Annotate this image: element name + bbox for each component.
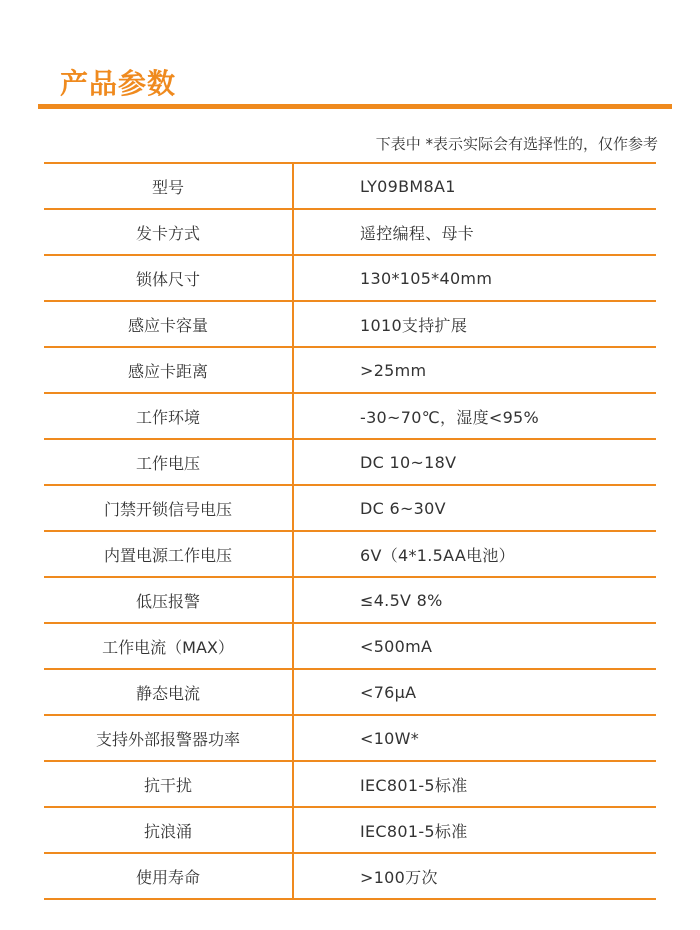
table-row [44,256,656,302]
spec-label: 低压报警 [44,578,294,622]
table-row [44,670,656,716]
spec-value: -30~70℃，湿度<95% [360,407,540,427]
spec-value: 遥控编程、母卡 [360,223,475,243]
table-row [44,348,656,394]
table-row [44,394,656,440]
spec-value: 130*105*40mm [360,268,493,288]
spec-label: 抗浪涌 [44,808,294,852]
spec-label: 感应卡距离 [44,348,294,392]
spec-label: 静态电流 [44,670,294,714]
table-row [44,164,656,210]
spec-label: 工作电流（MAX） [44,624,294,668]
table-row [44,854,656,900]
table-row [44,762,656,808]
spec-value: >100万次 [360,867,438,887]
spec-value: ≤4.5V 8% [360,590,443,610]
spec-label: 型号 [44,164,294,208]
spec-value: DC 6~30V [360,498,446,518]
spec-value: <76μA [360,682,417,702]
table-row [44,440,656,486]
spec-value: <10W* [360,728,420,748]
spec-table [44,162,656,900]
spec-label: 使用寿命 [44,854,294,898]
page-title: 产品参数 [60,67,177,100]
spec-label: 工作电压 [44,440,294,484]
table-row [44,578,656,624]
spec-label: 发卡方式 [44,210,294,254]
table-note: 下表中 *表示实际会有选择性的，仅作参考 [375,135,658,153]
table-row [44,210,656,256]
spec-label: 门禁开锁信号电压 [44,486,294,530]
table-row [44,486,656,532]
table-row [44,532,656,578]
spec-value: IEC801-5标准 [360,821,468,841]
spec-label: 感应卡容量 [44,302,294,346]
table-row [44,302,656,348]
table-row [44,624,656,670]
spec-value: <500mA [360,636,433,656]
spec-value: 1010支持扩展 [360,315,468,335]
spec-label: 工作环境 [44,394,294,438]
spec-value: DC 10~18V [360,452,457,472]
spec-value: 6V（4*1.5AA电池） [360,545,515,565]
spec-label: 支持外部报警器功率 [44,716,294,760]
table-row [44,808,656,854]
spec-label: 抗干扰 [44,762,294,806]
spec-label: 锁体尺寸 [44,256,294,300]
table-row [44,716,656,762]
title-underline [38,104,672,109]
spec-value: LY09BM8A1 [360,176,456,196]
spec-value: IEC801-5标准 [360,775,468,795]
spec-label: 内置电源工作电压 [44,532,294,576]
spec-value: >25mm [360,360,427,380]
